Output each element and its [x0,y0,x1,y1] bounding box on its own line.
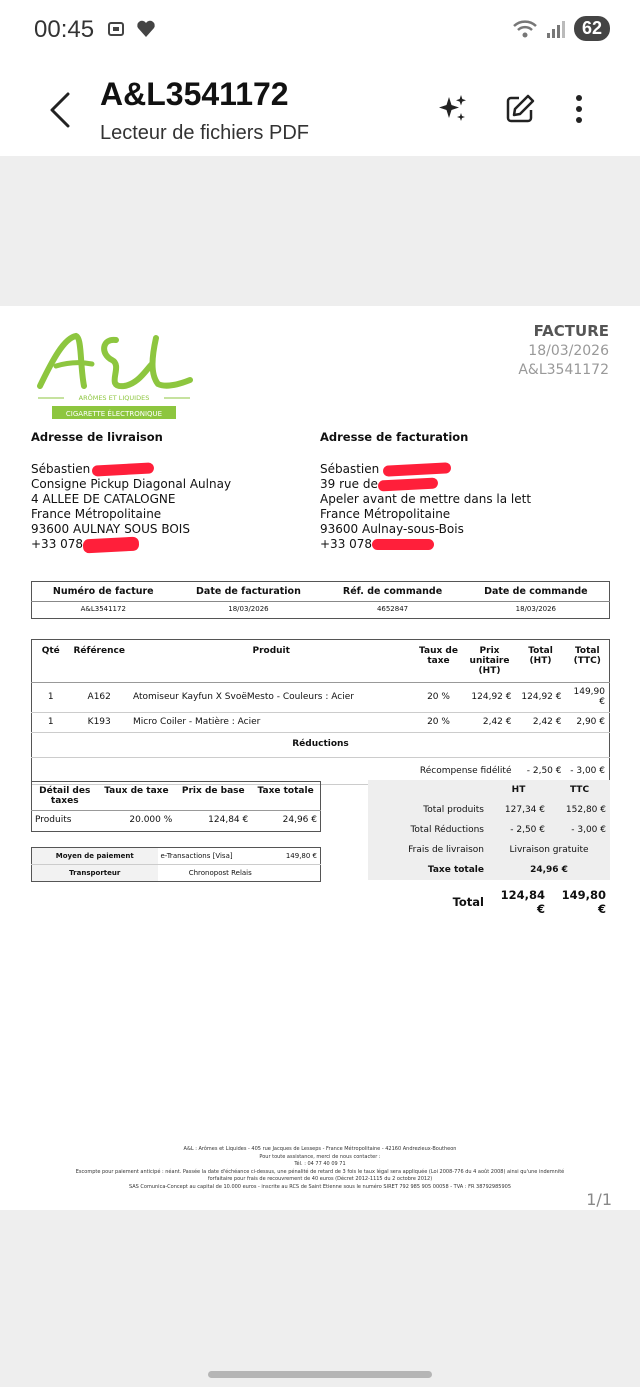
grand-total-ht: 124,84 € [488,880,549,921]
table-cell: 18/03/2026 [228,605,269,613]
address-line: +33 078 [31,537,231,552]
column-header: Détail des taxes [32,782,98,811]
logo-banner: CIGARETTE ÉLECTRONIQUE [65,410,163,418]
column-header: Taxe totale [251,782,320,811]
table-cell: 124,92 € [516,683,566,713]
table-cell: 4652847 [376,605,409,613]
tax-total-value: 24,96 € [488,860,610,880]
table-cell: 2,90 € [566,713,610,733]
table-cell: Atomiseur Kayfun X SvoëMesto - Couleurs : Acier [129,683,414,713]
table-row [32,811,321,832]
column-header: Prix unitaire (HT) [464,640,516,683]
brand-logo [34,326,194,426]
document-title: A&L3541172 [100,76,289,112]
table-cell: A162 [70,683,129,713]
viewer-background-top [0,156,640,306]
app-subtitle: Lecteur de fichiers PDF [100,122,309,144]
invoice-date: 18/03/2026 [528,343,609,359]
reduction-ttc: - 3,00 € [566,758,610,785]
viewer-background-bottom [0,1210,640,1387]
table-cell: 20 % [414,683,464,713]
redaction-mark [83,536,140,553]
wifi-icon [512,18,538,40]
table-cell: 2,42 € [516,713,566,733]
column-header: Réf. de commande [342,586,443,597]
pdf-page[interactable] [0,306,640,1210]
carrier-row [32,865,321,882]
shipping-value: Livraison gratuite [488,840,610,860]
totals-header-row [368,780,610,800]
table-cell: 1 [32,713,70,733]
payment-table [31,847,321,882]
footer-line: Tél. : 04 77 40 09 71 [294,1161,346,1167]
reductions-header-row [32,733,610,758]
reductions-label: Réductions [32,733,610,758]
home-indicator[interactable] [208,1371,432,1378]
table-cell: Produits [35,815,72,825]
products-table [31,639,610,785]
table-cell: 20 % [414,713,464,733]
totals-col-ttc: TTC [549,780,610,800]
redaction-mark [372,539,434,550]
table-row [32,683,610,713]
edit-icon [504,93,536,125]
battery-indicator: 62 [574,16,610,41]
column-header: Date de commande [484,586,588,597]
footer-line: forfaitaire pour frais de recouvrement de 40 euros (Décret 2012-1115 du 2 octobre 2012) [207,1176,433,1182]
delivery-address [31,430,231,552]
table-cell: 124,92 € [464,683,516,713]
table-cell: Micro Coiler - Matière : Acier [129,713,414,733]
address-line: Apeler avant de mettre dans la lett [320,492,532,506]
address-line: +33 078 [320,537,531,552]
redaction-mark [92,462,154,476]
totals-ht: - 2,50 € [488,820,549,840]
redaction-mark [378,477,438,491]
invoice-number: A&L3541172 [518,362,609,378]
logo-tagline: ARÔMES ET LIQUIDES [78,394,150,402]
invoice-header [518,322,609,378]
column-header: Taux de taxe [414,640,464,683]
more-options-button[interactable] [562,92,596,126]
grand-total-label: Total [368,880,488,921]
payment-method-row [32,848,321,865]
address-line: France Métropolitaine [31,507,162,521]
payment-method-label: Moyen de paiement [32,848,158,865]
address-line: 93600 AULNAY SOUS BOIS [31,522,190,536]
table-cell: 1 [32,683,70,713]
address-line: France Métropolitaine [320,507,451,521]
address-line: Sébastien [320,462,531,477]
grand-total-row [368,880,610,921]
screenshot-icon [105,18,127,40]
column-header: Total (TTC) [566,640,610,683]
carrier-label: Transporteur [32,865,158,882]
tax-detail-table [31,781,321,832]
reduction-ht: - 2,50 € [516,758,566,785]
address-line: 39 rue de [320,477,531,492]
billing-heading: Adresse de facturation [320,430,469,444]
reduction-label: Récompense fidélité [32,758,516,785]
address-line: Sébastien [31,462,231,477]
footer-line: SAS Comunica-Concept au capital de 10.000 euros - inscrite au RCS de Saint Etienne sous le numéro SIRET 792 985 905 00058 - TVA : FR 38792985905 [128,1183,512,1190]
signal-icon [546,18,566,40]
page-indicator: 1/1 [586,1190,612,1209]
totals-label: Taxe totale [368,860,488,880]
invoice-title: FACTURE [533,322,609,340]
table-cell: 20.000 % [129,815,173,825]
invoice-footer [30,1146,610,1191]
totals-ht: 127,34 € [488,800,549,820]
back-button[interactable] [40,88,80,132]
redaction-mark [383,462,451,477]
carrier-value: Chronopost Relais [188,869,252,877]
app-bar [0,60,640,156]
table-cell: A&L3541172 [80,605,126,613]
column-header: Qté [32,640,70,683]
totals-ttc: 152,80 € [549,800,610,820]
table-row [32,602,610,619]
payment-method-value: e-Transactions [Visa] [158,848,268,865]
table-cell: 24,96 € [282,815,317,825]
back-arrow-icon [48,92,72,128]
table-cell: K193 [70,713,129,733]
footer-line: A&L : Arômes et Liquides - 405 rue Jacques de Lesseps - France Métropolitaine - 42160 Andrezieux-Boutheon [183,1146,457,1152]
ai-sparkle-button[interactable] [436,92,470,126]
table-cell: 2,42 € [464,713,516,733]
totals-ttc: - 3,00 € [549,820,610,840]
invoice-info-table [31,581,610,619]
totals-row [368,800,610,820]
totals-label: Total Réductions [368,820,488,840]
status-time: 00:45 [34,16,95,43]
totals-row [368,860,610,880]
totals-col-ht: HT [488,780,549,800]
column-header: Produit [129,640,414,683]
address-line: Consigne Pickup Diagonal Aulnay [31,477,232,491]
totals-table [368,780,610,921]
totals-row [368,820,610,840]
payment-method-amount: 149,80 € [267,848,320,865]
status-icons-left [105,18,157,40]
grand-total-ttc: 149,80 € [549,880,610,921]
column-header: Référence [70,640,129,683]
column-header: Prix de base [175,782,251,811]
more-vert-icon [563,93,595,125]
column-header: Total (HT) [516,640,566,683]
footer-line: Pour toute assistance, merci de nous contacter : [259,1153,381,1160]
totals-label: Total produits [368,800,488,820]
heart-icon [135,18,157,40]
table-cell: 149,90 € [566,683,610,713]
footer-line: Escompte pour paiement anticipé : néant. Passée la date d'échéance ci-dessus, une pénalité de retard de 3 fois le taux légal sera appliquée (Loi 2008-776 du 4 août 2008) ainsi qu'une indemnité [75,1168,565,1175]
address-line: 93600 Aulnay-sous-Bois [320,522,464,536]
status-bar [0,0,640,60]
table-row [32,713,610,733]
table-cell: 124,84 € [208,815,249,825]
table-cell: 18/03/2026 [515,605,557,613]
edit-button[interactable] [503,92,537,126]
totals-row [368,840,610,860]
status-icons-right [512,16,610,41]
column-header: Numéro de facture [52,586,154,597]
column-header: Taux de taxe [98,782,176,811]
delivery-heading: Adresse de livraison [31,430,163,444]
address-line: 4 ALLEE DE CATALOGNE [31,492,176,506]
billing-address [320,430,531,552]
sparkle-icon [437,93,469,125]
totals-label: Frais de livraison [368,840,488,860]
column-header: Date de facturation [196,586,301,597]
